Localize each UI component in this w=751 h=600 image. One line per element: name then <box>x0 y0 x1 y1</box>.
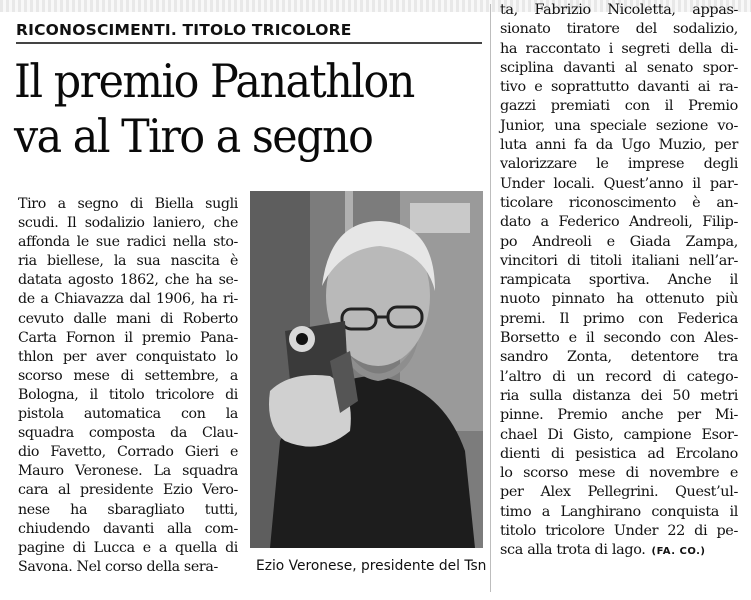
body-line-text: thlon per aver conquistato lo <box>18 348 238 365</box>
body-line <box>18 481 238 500</box>
body-line-text: Junior, una speciale sezione vo- <box>500 117 738 134</box>
body-line <box>18 348 238 367</box>
body-line-text: cevuto dalle mani di Roberto <box>18 310 238 327</box>
body-line-text: chiudendo davanti alla com- <box>18 520 238 537</box>
body-line-text: cara al presidente Ezio Vero- <box>18 482 238 499</box>
body-line <box>18 214 238 233</box>
body-line-text: affonda le sue radici nella sto- <box>18 234 238 251</box>
body-line-text: de a Chiavazza dal 1906, ha ri- <box>18 291 238 308</box>
body-line <box>18 290 238 309</box>
body-line <box>18 367 238 386</box>
photo-ezio-veronese <box>250 191 483 548</box>
body-line-text: pagine di Lucca e a quella di <box>18 539 238 556</box>
body-line-text: pinne. Premio anche per Mi- <box>500 407 738 424</box>
body-line <box>500 1 738 20</box>
body-line-text: timo a Langhirano conquista il <box>500 503 738 520</box>
body-line-text: lo scorso mese di novembre e <box>500 465 738 482</box>
body-line <box>500 426 738 445</box>
body-line <box>500 522 738 541</box>
body-line <box>18 386 238 405</box>
body-column-1 <box>18 195 238 577</box>
body-line <box>18 271 238 290</box>
body-line-text: nuoto pinnato ha ottenuto più <box>500 291 738 308</box>
body-line-text: sca alla trota di lago. <box>500 542 646 559</box>
body-line-text: dato a Federico Andreoli, Filip- <box>500 214 738 231</box>
body-line-text: sciplina davanti al senato spor- <box>500 59 738 76</box>
body-line-text: nese ha sbaragliato tutti, <box>18 501 238 518</box>
body-line <box>500 464 738 483</box>
body-line-text: po Andreoli e Giada Zampa, <box>500 233 738 250</box>
body-line <box>18 329 238 348</box>
body-line-text: scorso mese di settembre, a <box>18 367 238 384</box>
body-line-text: valorizzare le imprese degli <box>500 156 738 173</box>
body-line <box>500 40 738 59</box>
body-line <box>500 78 738 97</box>
body-line <box>500 59 738 78</box>
body-line <box>500 233 738 252</box>
kicker-rule <box>16 42 482 44</box>
body-line <box>500 348 738 367</box>
body-line <box>500 20 738 39</box>
body-line-text: premi. Il primo con Federica <box>500 310 738 327</box>
author-signature: (FA. CO.) <box>651 546 706 558</box>
body-line-text: gazzi premiati con il Premio <box>500 98 738 115</box>
body-line <box>18 233 238 252</box>
body-line <box>18 501 238 520</box>
body-line-text: ta, Fabrizio Nicoletta, appas- <box>500 2 738 18</box>
body-line-text: Bologna, il titolo tricolore di <box>18 386 238 403</box>
column-divider <box>490 4 491 592</box>
body-line <box>18 252 238 271</box>
body-line <box>500 329 738 348</box>
body-line-text: sionato tiratore del sodalizio, <box>500 21 738 38</box>
body-line-text: ria sulla distanza dei 50 metri <box>500 387 738 404</box>
body-line-text: chael Di Gisto, campione Esor- <box>500 426 738 443</box>
body-line-text: dio Favetto, Corrado Gieri e <box>18 444 238 461</box>
body-line <box>500 136 738 155</box>
article-headline <box>14 54 460 164</box>
body-line <box>18 424 238 443</box>
body-line <box>18 195 238 214</box>
photo-caption: Ezio Veronese, presidente del Tsn <box>256 558 487 574</box>
body-line <box>18 520 238 539</box>
body-line-text: ticolare riconoscimento è an- <box>500 194 738 211</box>
body-line <box>500 368 738 387</box>
body-line <box>18 558 238 577</box>
body-line-text: Carta Fornon il premio Pana- <box>18 329 238 346</box>
body-line-text: squadra composta da Clau- <box>18 425 238 442</box>
body-line <box>500 310 738 329</box>
body-line-text: dienti di pesistica ad Ercolano <box>500 445 738 462</box>
body-line-text: Tiro a segno di Biella sugli <box>18 196 238 212</box>
body-line <box>18 539 238 558</box>
body-line-text: per Alex Pellegrini. Quest’ul- <box>500 484 738 501</box>
photo-illustration <box>250 191 483 548</box>
body-line <box>500 194 738 213</box>
body-line-text: l’altro di un record di catego- <box>500 368 738 385</box>
body-line-text: ha raccontato i segreti della di- <box>500 40 738 57</box>
body-line <box>18 443 238 462</box>
article-kicker: RICONOSCIMENTI. TITOLO TRICOLORE <box>16 21 352 39</box>
body-line-text: datata agosto 1862, che ha se- <box>18 272 238 289</box>
body-line-text: sandro Zonta, detentore tra <box>500 349 738 366</box>
body-line <box>500 290 738 309</box>
body-line <box>500 155 738 174</box>
body-line-text: tivo e soprattutto davanti ai ra- <box>500 79 738 96</box>
body-line <box>500 97 738 116</box>
headline-line-1: Il premio Panathlon <box>14 54 414 108</box>
body-line <box>500 445 738 464</box>
headline-line-2: va al Tiro a segno <box>14 109 373 163</box>
body-column-3 <box>500 1 738 562</box>
body-line <box>500 387 738 406</box>
body-line-text: scudi. Il sodalizio laniero, che <box>18 215 238 232</box>
body-line <box>500 252 738 271</box>
body-line-text: luta anni fa da Ugo Muzio, per <box>500 137 738 154</box>
body-line <box>500 406 738 425</box>
body-line-text: Under locali. Quest’anno il par- <box>500 175 738 192</box>
body-line-text: vincitori di titoli italiani nell’ar- <box>500 252 738 269</box>
body-line <box>18 462 238 481</box>
body-line-text: ria biellese, la sua nascita è <box>18 253 238 270</box>
body-line <box>500 503 738 522</box>
body-line-text: pistola automatica con la <box>18 406 238 423</box>
body-line <box>18 310 238 329</box>
body-line <box>500 483 738 502</box>
body-line <box>500 117 738 136</box>
body-line-text: rampicata sportiva. Anche il <box>500 272 738 289</box>
body-line-text: Borsetto e il secondo con Ales- <box>500 330 738 347</box>
body-line <box>500 175 738 194</box>
body-line <box>18 405 238 424</box>
body-line <box>500 271 738 290</box>
body-line-text: Savona. Nel corso della sera- <box>18 558 218 575</box>
body-line <box>500 213 738 232</box>
body-line-text: Mauro Veronese. La squadra <box>18 463 238 480</box>
body-line <box>500 541 738 561</box>
body-line-text: titolo tricolore Under 22 di pe- <box>500 523 738 540</box>
